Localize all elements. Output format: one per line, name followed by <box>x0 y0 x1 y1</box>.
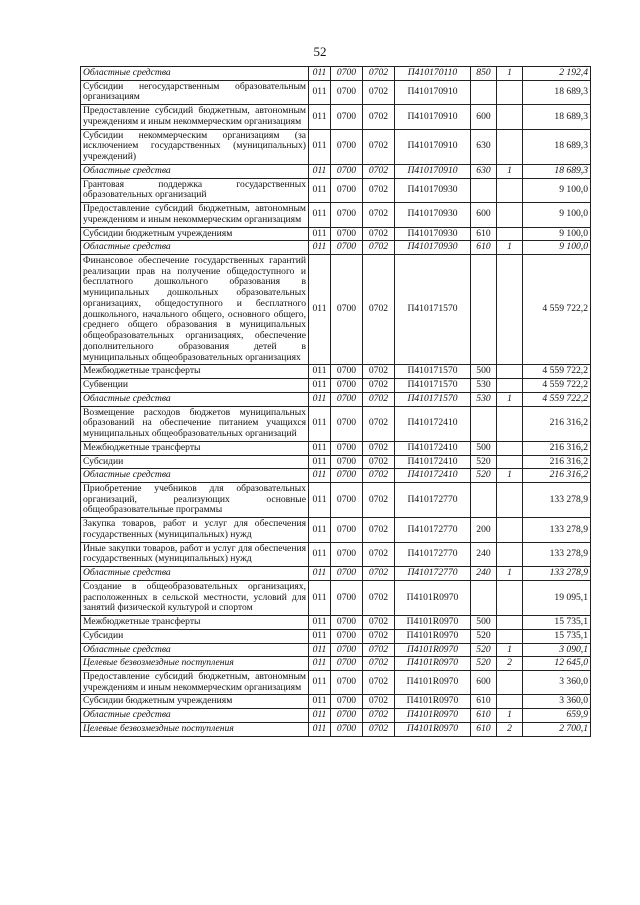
ministry-code-cell: 011 <box>309 392 331 406</box>
expense-name-cell: Приобретение учебников для образовательных организаций, реализующих основные общеобразовательные программы <box>81 482 309 517</box>
table-row <box>81 80 591 104</box>
expense-name-cell: Целевые безвозмездные поступления <box>81 722 309 736</box>
expense-type-cell: 610 <box>471 241 497 255</box>
expense-name-cell: Областные средства <box>81 392 309 406</box>
target-article-cell: П410170910 <box>395 80 471 104</box>
funding-source-cell <box>497 616 523 630</box>
funding-source-cell <box>497 178 523 202</box>
section-code-cell: 0700 <box>331 629 363 643</box>
target-article-cell: П410172770 <box>395 567 471 581</box>
amount-cell: 659,9 <box>523 709 591 723</box>
target-article-cell: П410170930 <box>395 241 471 255</box>
ministry-code-cell: 011 <box>309 455 331 469</box>
expense-name-cell: Целевые безвозмездные поступления <box>81 657 309 671</box>
expense-name-cell: Иные закупки товаров, работ и услуг для обеспечения государственных (муниципальных) нужд <box>81 542 309 566</box>
amount-cell: 4 559 722,2 <box>523 255 591 365</box>
table-row <box>81 657 591 671</box>
expense-name-cell: Субсидии бюджетным учреждениям <box>81 227 309 241</box>
section-code-cell: 0700 <box>331 643 363 657</box>
ministry-code-cell: 011 <box>309 722 331 736</box>
target-article-cell: П410170910 <box>395 164 471 178</box>
section-code-cell: 0700 <box>331 129 363 164</box>
section-code-cell: 0700 <box>331 227 363 241</box>
amount-cell: 2 700,1 <box>523 722 591 736</box>
expense-type-cell: 610 <box>471 709 497 723</box>
expense-name-cell: Областные средства <box>81 567 309 581</box>
section-code-cell: 0700 <box>331 178 363 202</box>
amount-cell: 3 360,0 <box>523 695 591 709</box>
target-article-cell: П410170930 <box>395 227 471 241</box>
table-row <box>81 722 591 736</box>
target-article-cell: П410172410 <box>395 455 471 469</box>
section-code-cell: 0700 <box>331 542 363 566</box>
expense-name-cell: Предоставление субсидий бюджетным, автономным учреждениям и иным некоммерческим организациям <box>81 670 309 694</box>
amount-cell: 9 100,0 <box>523 203 591 227</box>
amount-cell: 15 735,1 <box>523 629 591 643</box>
expense-type-cell: 500 <box>471 616 497 630</box>
section-code-cell: 0700 <box>331 164 363 178</box>
amount-cell: 216 316,2 <box>523 406 591 441</box>
target-article-cell: П4101R0970 <box>395 670 471 694</box>
expense-type-cell <box>471 255 497 365</box>
ministry-code-cell: 011 <box>309 105 331 129</box>
expense-name-cell: Субвенции <box>81 379 309 393</box>
amount-cell: 9 100,0 <box>523 178 591 202</box>
expense-type-cell: 610 <box>471 695 497 709</box>
target-article-cell: П410172410 <box>395 406 471 441</box>
expense-name-cell: Областные средства <box>81 469 309 483</box>
expense-type-cell: 530 <box>471 379 497 393</box>
funding-source-cell <box>497 255 523 365</box>
target-article-cell: П410172410 <box>395 441 471 455</box>
amount-cell: 133 278,9 <box>523 567 591 581</box>
amount-cell: 133 278,9 <box>523 482 591 517</box>
target-article-cell: П4101R0970 <box>395 722 471 736</box>
amount-cell: 216 316,2 <box>523 469 591 483</box>
section-code-cell: 0700 <box>331 580 363 615</box>
amount-cell: 216 316,2 <box>523 441 591 455</box>
table-row <box>81 482 591 517</box>
subsection-code-cell: 0702 <box>363 518 395 542</box>
target-article-cell: П410171570 <box>395 255 471 365</box>
funding-source-cell <box>497 105 523 129</box>
expense-type-cell: 610 <box>471 722 497 736</box>
expense-type-cell: 520 <box>471 643 497 657</box>
expense-type-cell <box>471 406 497 441</box>
subsection-code-cell: 0702 <box>363 616 395 630</box>
target-article-cell: П410170930 <box>395 178 471 202</box>
funding-source-cell: 1 <box>497 709 523 723</box>
ministry-code-cell: 011 <box>309 406 331 441</box>
target-article-cell: П410171570 <box>395 392 471 406</box>
subsection-code-cell: 0702 <box>363 164 395 178</box>
expense-name-cell: Областные средства <box>81 164 309 178</box>
section-code-cell: 0700 <box>331 455 363 469</box>
funding-source-cell <box>497 580 523 615</box>
expense-type-cell: 520 <box>471 469 497 483</box>
amount-cell: 133 278,9 <box>523 518 591 542</box>
subsection-code-cell: 0702 <box>363 455 395 469</box>
expense-name-cell: Субсидии негосударственным образовательным организациям <box>81 80 309 104</box>
table-row <box>81 241 591 255</box>
table-row <box>81 518 591 542</box>
funding-source-cell <box>497 670 523 694</box>
expense-type-cell: 240 <box>471 567 497 581</box>
ministry-code-cell: 011 <box>309 616 331 630</box>
funding-source-cell <box>497 518 523 542</box>
table-row <box>81 670 591 694</box>
table-row <box>81 455 591 469</box>
ministry-code-cell: 011 <box>309 178 331 202</box>
subsection-code-cell: 0702 <box>363 722 395 736</box>
funding-source-cell <box>497 129 523 164</box>
amount-cell: 18 689,3 <box>523 129 591 164</box>
table-row <box>81 643 591 657</box>
expense-name-cell: Предоставление субсидий бюджетным, автономным учреждениям и иным некоммерческим организациям <box>81 105 309 129</box>
target-article-cell: П410172410 <box>395 469 471 483</box>
target-article-cell: П410171570 <box>395 379 471 393</box>
subsection-code-cell: 0702 <box>363 227 395 241</box>
expense-type-cell: 630 <box>471 129 497 164</box>
table-row <box>81 227 591 241</box>
funding-source-cell: 1 <box>497 67 523 81</box>
ministry-code-cell: 011 <box>309 670 331 694</box>
subsection-code-cell: 0702 <box>363 542 395 566</box>
funding-source-cell: 1 <box>497 241 523 255</box>
expense-name-cell: Создание в общеобразовательных организациях, расположенных в сельской местности, условий для занятий физической культурой и спортом <box>81 580 309 615</box>
subsection-code-cell: 0702 <box>363 203 395 227</box>
section-code-cell: 0700 <box>331 365 363 379</box>
table-row <box>81 709 591 723</box>
table-row <box>81 203 591 227</box>
target-article-cell: П4101R0970 <box>395 629 471 643</box>
ministry-code-cell: 011 <box>309 203 331 227</box>
ministry-code-cell: 011 <box>309 441 331 455</box>
subsection-code-cell: 0702 <box>363 105 395 129</box>
expense-type-cell: 600 <box>471 670 497 694</box>
subsection-code-cell: 0702 <box>363 629 395 643</box>
table-row <box>81 580 591 615</box>
subsection-code-cell: 0702 <box>363 365 395 379</box>
expense-name-cell: Областные средства <box>81 67 309 81</box>
expense-name-cell: Межбюджетные трансферты <box>81 441 309 455</box>
funding-source-cell: 1 <box>497 469 523 483</box>
table-row <box>81 255 591 365</box>
amount-cell: 4 559 722,2 <box>523 365 591 379</box>
expense-name-cell: Финансовое обеспечение государственных гарантий реализации прав на получение общедоступного и бесплатного дошкольного образования в муниципальных дошкольных образовательных организациях, общедоступного и бесплатного дошкольного, начального общего, основного общего, среднего общего образования в муниципальных общеобразовательных организациях, обеспечение дополнительного образования детей в муниципальных общеобразовательных организациях <box>81 255 309 365</box>
funding-source-cell <box>497 379 523 393</box>
table-row <box>81 406 591 441</box>
expense-type-cell <box>471 80 497 104</box>
table-row <box>81 365 591 379</box>
subsection-code-cell: 0702 <box>363 567 395 581</box>
subsection-code-cell: 0702 <box>363 643 395 657</box>
table-row <box>81 178 591 202</box>
expense-name-cell: Межбюджетные трансферты <box>81 616 309 630</box>
funding-source-cell <box>497 203 523 227</box>
table-row <box>81 567 591 581</box>
subsection-code-cell: 0702 <box>363 469 395 483</box>
section-code-cell: 0700 <box>331 567 363 581</box>
amount-cell: 18 689,3 <box>523 105 591 129</box>
expense-type-cell: 610 <box>471 227 497 241</box>
target-article-cell: П4101R0970 <box>395 643 471 657</box>
ministry-code-cell: 011 <box>309 129 331 164</box>
subsection-code-cell: 0702 <box>363 670 395 694</box>
target-article-cell: П410170910 <box>395 105 471 129</box>
ministry-code-cell: 011 <box>309 227 331 241</box>
target-article-cell: П410170110 <box>395 67 471 81</box>
expense-type-cell: 240 <box>471 542 497 566</box>
expense-type-cell <box>471 482 497 517</box>
subsection-code-cell: 0702 <box>363 657 395 671</box>
target-article-cell: П410172770 <box>395 482 471 517</box>
ministry-code-cell: 011 <box>309 365 331 379</box>
expense-name-cell: Субсидии <box>81 629 309 643</box>
target-article-cell: П410170910 <box>395 129 471 164</box>
table-row <box>81 629 591 643</box>
funding-source-cell <box>497 441 523 455</box>
amount-cell: 4 559 722,2 <box>523 392 591 406</box>
ministry-code-cell: 011 <box>309 580 331 615</box>
expense-name-cell: Субсидии некоммерческим организациям (за исключением государственных (муниципальных) учреждений) <box>81 129 309 164</box>
amount-cell: 4 559 722,2 <box>523 379 591 393</box>
expense-type-cell: 850 <box>471 67 497 81</box>
page-number: 52 <box>313 44 327 59</box>
table-row <box>81 441 591 455</box>
subsection-code-cell: 0702 <box>363 255 395 365</box>
section-code-cell: 0700 <box>331 241 363 255</box>
table-row <box>81 616 591 630</box>
expense-type-cell: 630 <box>471 164 497 178</box>
budget-table-body <box>81 67 591 737</box>
amount-cell: 15 735,1 <box>523 616 591 630</box>
funding-source-cell: 2 <box>497 722 523 736</box>
funding-source-cell <box>497 482 523 517</box>
expense-type-cell: 600 <box>471 203 497 227</box>
table-row <box>81 67 591 81</box>
expense-type-cell: 600 <box>471 105 497 129</box>
target-article-cell: П4101R0970 <box>395 616 471 630</box>
target-article-cell: П410171570 <box>395 365 471 379</box>
expense-type-cell: 530 <box>471 392 497 406</box>
subsection-code-cell: 0702 <box>363 241 395 255</box>
amount-cell: 3 090,1 <box>523 643 591 657</box>
ministry-code-cell: 011 <box>309 695 331 709</box>
table-row <box>81 379 591 393</box>
table-row <box>81 695 591 709</box>
budget-table <box>80 66 591 737</box>
section-code-cell: 0700 <box>331 392 363 406</box>
target-article-cell: П4101R0970 <box>395 709 471 723</box>
subsection-code-cell: 0702 <box>363 67 395 81</box>
subsection-code-cell: 0702 <box>363 392 395 406</box>
funding-source-cell <box>497 227 523 241</box>
expense-type-cell <box>471 178 497 202</box>
ministry-code-cell: 011 <box>309 657 331 671</box>
section-code-cell: 0700 <box>331 518 363 542</box>
ministry-code-cell: 011 <box>309 542 331 566</box>
ministry-code-cell: 011 <box>309 643 331 657</box>
amount-cell: 18 689,3 <box>523 164 591 178</box>
section-code-cell: 0700 <box>331 657 363 671</box>
funding-source-cell <box>497 80 523 104</box>
funding-source-cell: 1 <box>497 164 523 178</box>
expense-name-cell: Грантовая поддержка государственных образовательных организаций <box>81 178 309 202</box>
funding-source-cell: 1 <box>497 643 523 657</box>
funding-source-cell <box>497 455 523 469</box>
ministry-code-cell: 011 <box>309 482 331 517</box>
expense-type-cell <box>471 580 497 615</box>
expense-type-cell: 520 <box>471 657 497 671</box>
amount-cell: 3 360,0 <box>523 670 591 694</box>
expense-name-cell: Областные средства <box>81 643 309 657</box>
section-code-cell: 0700 <box>331 379 363 393</box>
section-code-cell: 0700 <box>331 670 363 694</box>
ministry-code-cell: 011 <box>309 164 331 178</box>
table-row <box>81 392 591 406</box>
ministry-code-cell: 011 <box>309 709 331 723</box>
section-code-cell: 0700 <box>331 203 363 227</box>
table-row <box>81 542 591 566</box>
expense-type-cell: 500 <box>471 365 497 379</box>
table-row <box>81 129 591 164</box>
funding-source-cell <box>497 406 523 441</box>
subsection-code-cell: 0702 <box>363 406 395 441</box>
amount-cell: 12 645,0 <box>523 657 591 671</box>
ministry-code-cell: 011 <box>309 67 331 81</box>
target-article-cell: П410170930 <box>395 203 471 227</box>
subsection-code-cell: 0702 <box>363 178 395 202</box>
table-row <box>81 105 591 129</box>
expense-name-cell: Межбюджетные трансферты <box>81 365 309 379</box>
section-code-cell: 0700 <box>331 616 363 630</box>
ministry-code-cell: 011 <box>309 629 331 643</box>
table-row <box>81 469 591 483</box>
ministry-code-cell: 011 <box>309 518 331 542</box>
expense-name-cell: Субсидии бюджетным учреждениям <box>81 695 309 709</box>
expense-name-cell: Субсидии <box>81 455 309 469</box>
section-code-cell: 0700 <box>331 67 363 81</box>
ministry-code-cell: 011 <box>309 567 331 581</box>
ministry-code-cell: 011 <box>309 379 331 393</box>
funding-source-cell: 2 <box>497 657 523 671</box>
amount-cell: 9 100,0 <box>523 227 591 241</box>
subsection-code-cell: 0702 <box>363 482 395 517</box>
section-code-cell: 0700 <box>331 441 363 455</box>
section-code-cell: 0700 <box>331 709 363 723</box>
section-code-cell: 0700 <box>331 482 363 517</box>
expense-type-cell: 200 <box>471 518 497 542</box>
amount-cell: 133 278,9 <box>523 542 591 566</box>
section-code-cell: 0700 <box>331 469 363 483</box>
section-code-cell: 0700 <box>331 105 363 129</box>
ministry-code-cell: 011 <box>309 469 331 483</box>
expense-name-cell: Возмещение расходов бюджетов муниципальных образований на обеспечение питанием учащихся муниципальных общеобразовательных организаций <box>81 406 309 441</box>
funding-source-cell <box>497 695 523 709</box>
funding-source-cell <box>497 365 523 379</box>
section-code-cell: 0700 <box>331 255 363 365</box>
target-article-cell: П410172770 <box>395 542 471 566</box>
section-code-cell: 0700 <box>331 695 363 709</box>
amount-cell: 216 316,2 <box>523 455 591 469</box>
funding-source-cell <box>497 542 523 566</box>
expense-name-cell: Закупка товаров, работ и услуг для обеспечения государственных (муниципальных) нужд <box>81 518 309 542</box>
amount-cell: 18 689,3 <box>523 80 591 104</box>
subsection-code-cell: 0702 <box>363 709 395 723</box>
table-row <box>81 164 591 178</box>
target-article-cell: П4101R0970 <box>395 695 471 709</box>
subsection-code-cell: 0702 <box>363 80 395 104</box>
funding-source-cell: 1 <box>497 392 523 406</box>
subsection-code-cell: 0702 <box>363 379 395 393</box>
expense-name-cell: Областные средства <box>81 709 309 723</box>
target-article-cell: П410172770 <box>395 518 471 542</box>
ministry-code-cell: 011 <box>309 241 331 255</box>
section-code-cell: 0700 <box>331 80 363 104</box>
amount-cell: 9 100,0 <box>523 241 591 255</box>
section-code-cell: 0700 <box>331 406 363 441</box>
expense-type-cell: 520 <box>471 455 497 469</box>
expense-type-cell: 500 <box>471 441 497 455</box>
subsection-code-cell: 0702 <box>363 580 395 615</box>
subsection-code-cell: 0702 <box>363 129 395 164</box>
amount-cell: 2 192,4 <box>523 67 591 81</box>
subsection-code-cell: 0702 <box>363 695 395 709</box>
expense-name-cell: Областные средства <box>81 241 309 255</box>
section-code-cell: 0700 <box>331 722 363 736</box>
ministry-code-cell: 011 <box>309 255 331 365</box>
amount-cell: 19 095,1 <box>523 580 591 615</box>
subsection-code-cell: 0702 <box>363 441 395 455</box>
target-article-cell: П4101R0970 <box>395 580 471 615</box>
expense-type-cell: 520 <box>471 629 497 643</box>
ministry-code-cell: 011 <box>309 80 331 104</box>
funding-source-cell: 1 <box>497 567 523 581</box>
target-article-cell: П4101R0970 <box>395 657 471 671</box>
funding-source-cell <box>497 629 523 643</box>
expense-name-cell: Предоставление субсидий бюджетным, автономным учреждениям и иным некоммерческим организациям <box>81 203 309 227</box>
